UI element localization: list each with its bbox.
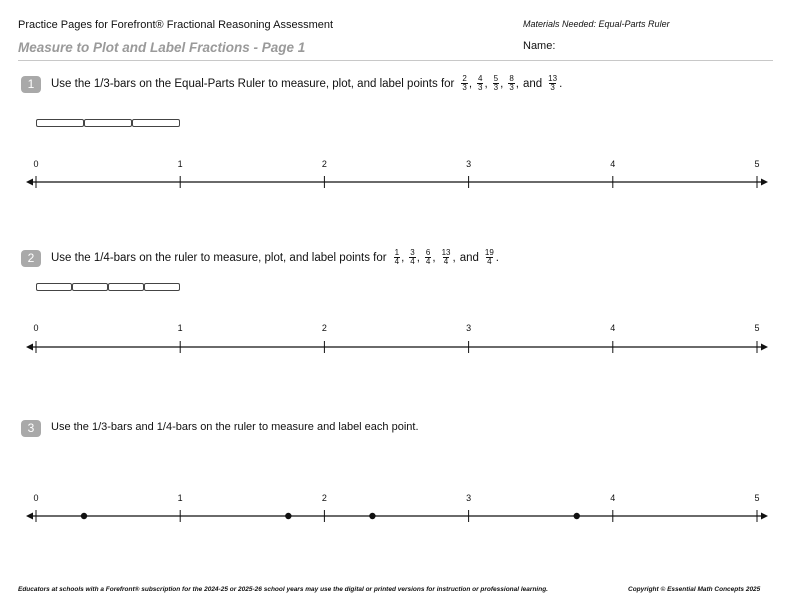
number-line-1 [0,172,792,192]
name-label: Name: [523,40,556,52]
tick-label: 1 [177,159,183,169]
fraction: $\frac{4}{3}$ [478,74,483,92]
plotted-point [285,513,291,519]
tick-label: 5 [754,493,760,503]
fraction: $\frac{6}{4}$ [425,248,431,266]
tick-label: 1 [177,493,183,503]
header-divider [18,60,773,61]
fraction: $\frac{1}{4}$ [394,248,400,266]
footer-copyright: Copyright © Essential Math Concepts 2025 [628,586,761,593]
question-2-badge: 2 [21,250,41,267]
tick-label: 3 [466,159,472,169]
worksheet-title: Practice Pages for Forefront® Fractional Reasoning Assessment [18,19,334,31]
number-line-3 [0,506,792,526]
left-arrow-icon [26,179,33,186]
measuring-bar [36,119,84,127]
tick-label: 3 [466,323,472,333]
tick-label: 5 [754,323,760,333]
tick-label: 0 [33,493,39,503]
fraction: $\frac{5}{3}$ [493,74,499,92]
number-line-2 [0,337,792,357]
measuring-bar [36,283,72,291]
footer-license: Educators at schools with a Forefront® subscription for the 2024-25 or 2025-26 school years may use the digital or printed versions for instruction or professional learning. [18,586,548,593]
and-word: and [459,251,479,264]
question-1-badge: 1 [21,76,41,93]
measuring-bar [144,283,180,291]
fraction: $\frac{2}{3}$ [462,74,467,92]
number-line-2-labels [0,323,792,335]
worksheet-subtitle: Measure to Plot and Label Fractions - Page 1 [18,40,306,55]
plotted-point [81,513,87,519]
question-3-badge: 3 [21,420,41,437]
fraction: $\frac{13}{4}$ [441,248,451,266]
tick-label: 4 [610,493,616,503]
tick-label: 4 [610,159,616,169]
number-line-1-labels [0,159,792,171]
question-3-text: Use the 1/3-bars and 1/4-bars on the ruler to measure and label each point. [51,421,419,433]
question-1-prompt: Use the 1/3-bars on the Equal-Parts Ruler to measure, plot, and label points for $\frac{2}{3}$ , $\frac{4}{3}$ , $\frac{5}{3}$ , $\frac{8}{3}$ , and $\frac{13}{3}$ . [51,74,563,92]
left-arrow-icon [26,344,33,351]
tick-label: 3 [466,493,472,503]
question-2-prompt: Use the 1/4-bars on the ruler to measure, plot, and label points for $\frac{1}{4}$ , $\frac{3}{4}$ , $\frac{6}{4}$ , $\frac{13}{4}$ , and $\frac{19}{4}$ . [51,248,499,266]
fraction: $\frac{13}{3}$ [548,74,558,92]
tick-label: 5 [754,159,760,169]
quarter-bars [36,283,180,291]
measuring-bar [72,283,108,291]
fraction: $\frac{3}{4}$ [410,248,415,266]
fraction: $\frac{8}{3}$ [509,74,514,92]
measuring-bar [132,119,180,127]
right-arrow-icon [761,179,768,186]
number-line-3-labels [0,493,792,505]
question-2-text: Use the 1/4-bars on the ruler to measure, plot, and label points for [51,251,387,264]
tick-label: 2 [321,493,327,503]
question-1-text: Use the 1/3-bars on the Equal-Parts Ruler to measure, plot, and label points for [51,77,455,90]
tick-label: 2 [321,159,327,169]
tick-label: 4 [610,323,616,333]
materials-needed: Materials Needed: Equal-Parts Ruler [523,19,670,29]
fraction: $\frac{19}{4}$ [484,248,494,266]
tick-label: 0 [33,159,39,169]
and-word: and [522,77,543,90]
left-arrow-icon [26,513,33,520]
plotted-point [369,513,375,519]
plotted-point [574,513,580,519]
third-bars [36,119,180,127]
tick-label: 1 [177,323,183,333]
tick-label: 2 [321,323,327,333]
measuring-bar [108,283,144,291]
question-3-prompt [51,421,419,433]
measuring-bar [84,119,132,127]
right-arrow-icon [761,344,768,351]
right-arrow-icon [761,513,768,520]
tick-label: 0 [33,323,39,333]
